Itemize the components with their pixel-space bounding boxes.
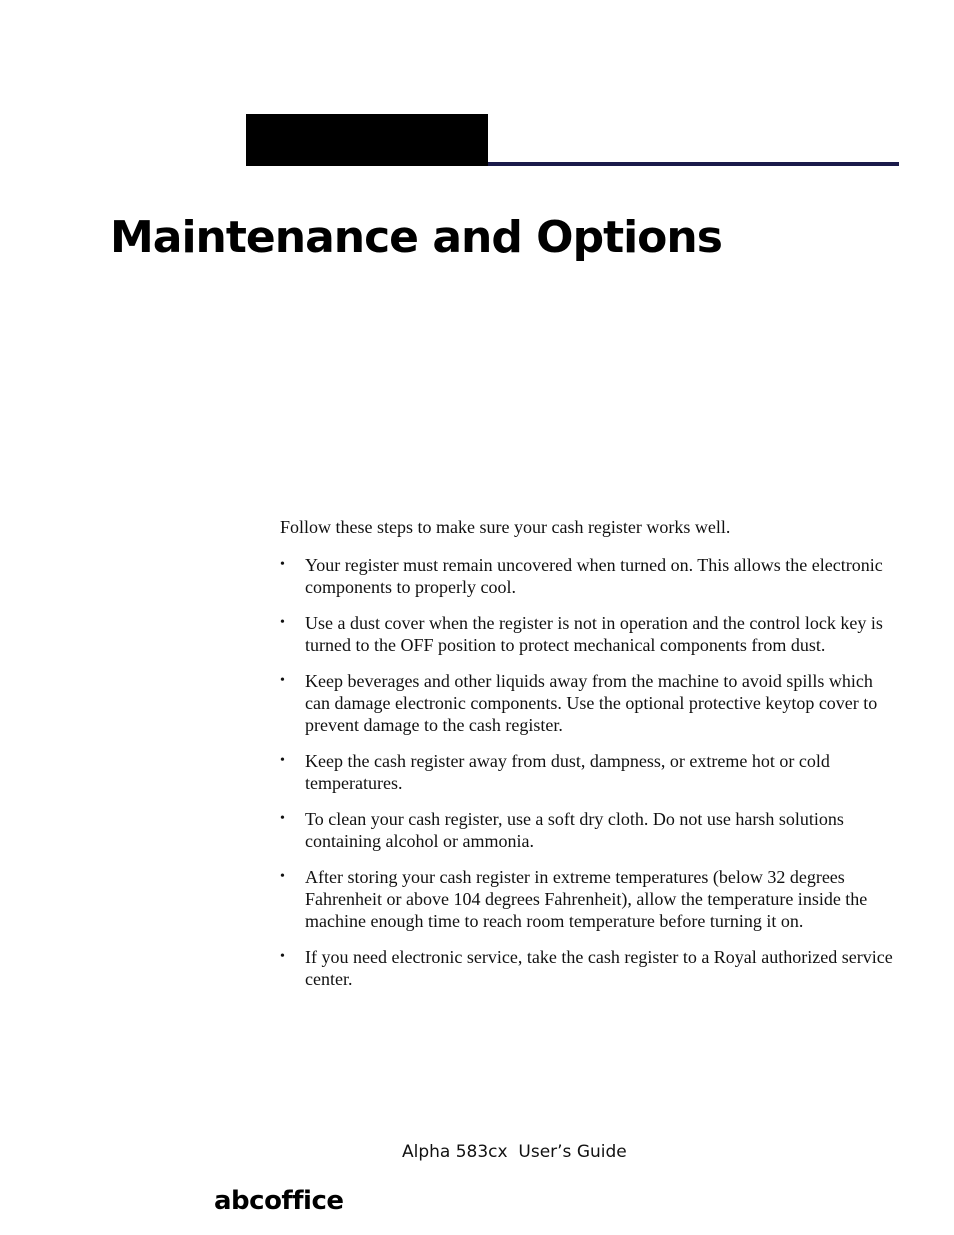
maintenance-list (280, 554, 900, 1004)
list-item-text: To clean your cash register, use a soft dry cloth. Do not use harsh solutions containing alcohol or ammonia. (305, 809, 844, 851)
bullet-icon: • (280, 673, 285, 688)
intro-paragraph: Follow these steps to make sure your cash register works well. (280, 517, 731, 537)
list-item-text: If you need electronic service, take the cash register to a Royal authorized service center. (305, 947, 893, 989)
bullet-icon: • (280, 811, 285, 826)
bullet-icon: • (280, 557, 285, 572)
bullet-icon: • (280, 753, 285, 768)
bullet-icon: • (280, 615, 285, 630)
bullet-icon: • (280, 869, 285, 884)
list-item (280, 808, 900, 852)
bullet-icon: • (280, 949, 285, 964)
list-item-text: Keep the cash register away from dust, dampness, or extreme hot or cold temperatures. (305, 751, 830, 793)
list-item-text: Use a dust cover when the register is not in operation and the control lock key is turned to the OFF position to protect mechanical components from dust. (305, 613, 883, 655)
list-item-text: Keep beverages and other liquids away from the machine to avoid spills which can damage electronic components. Use the optional protective keytop cover to prevent damage to the cash register. (305, 671, 878, 735)
chapter-header-rule (488, 162, 899, 166)
list-item (280, 866, 900, 932)
list-item-text: Your register must remain uncovered when turned on. This allows the electronic components to properly cool. (305, 555, 883, 597)
page-title: Maintenance and Options (110, 212, 722, 263)
footer-brand-logo: abcoffice (214, 1186, 344, 1216)
list-item (280, 946, 900, 990)
list-item (280, 612, 900, 656)
list-item (280, 554, 900, 598)
list-item-text: After storing your cash register in extreme temperatures (below 32 degrees Fahrenheit or above 104 degrees Fahrenheit), allow the temperature inside the machine enough time to reach room temperature before turning it on. (305, 867, 868, 931)
list-item (280, 670, 900, 736)
footer-guide-title: Alpha 583cx User’s Guide (402, 1142, 627, 1162)
chapter-header-block (246, 114, 488, 166)
list-item (280, 750, 900, 794)
